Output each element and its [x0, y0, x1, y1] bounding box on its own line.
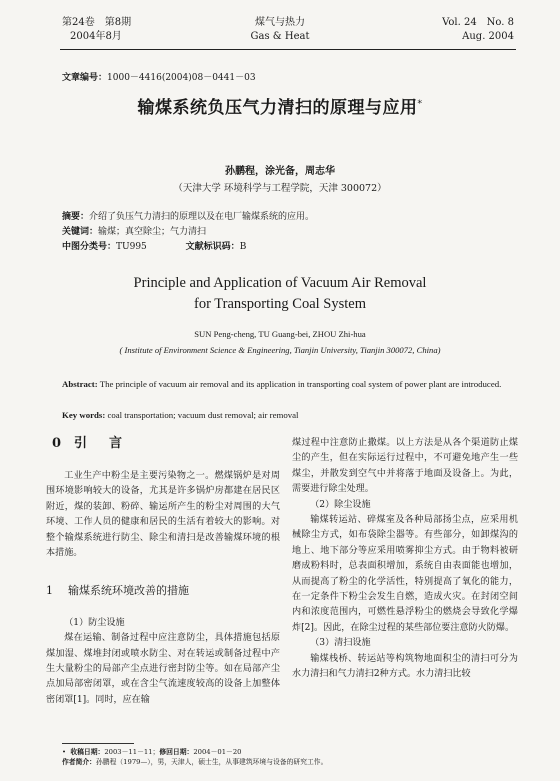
footnote-bio — [62, 758, 327, 767]
subsection-2-paragraph: 输煤转运站、碎煤室及各种局部扬尘点，应采用机械除尘方式，如布袋除尘器等。有些部分，如卸煤沟的地上、地下部分等应采用喷雾抑尘方式。由于物料被研磨成粉料时，总表面积增加，系统自由表面能也增加，从而提高了粉尘的化学活性，特别提高了氧化的能力，在一定条件下粉尘会发生自燃，造成火灾。在封闭空间内和浓度范围内，可燃性悬浮粉尘的燃烧会导致化学爆炸[2]。因此，在除尘过程的某些部位要注意防火防爆。 — [292, 515, 518, 633]
authors-en: SUN Peng-cheng, TU Guang-bei, ZHOU Zhi-hua — [194, 329, 366, 339]
subsection-1-heading: （1）防尘设施 — [64, 617, 125, 628]
keywords-en — [62, 410, 508, 420]
footnote-dates — [62, 748, 242, 757]
header-divider — [60, 49, 516, 50]
keywords-cn-text: 输煤；真空除尘；气力清扫 — [98, 227, 207, 237]
subsection-3-paragraph: 输煤栈桥、转运站等构筑物地面积尘的清扫可分为水力清扫和气力清扫2种方式。水力清扫比较 — [292, 653, 518, 680]
subsection-1-paragraph-cont: 煤过程中注意防止撒煤。以上方法是从各个渠道防止煤尘的产生，但在实际运行过程中，不可避免地产生一些煤尘，并散发到空气中并将落于地面及设备上。为此，需要进行除尘处理。 — [292, 438, 518, 495]
journal-name-en: Gas & Heat — [250, 31, 310, 42]
date-en: Aug. 2004 — [462, 31, 514, 42]
footnote-bullet-icon: • — [62, 748, 71, 756]
abstract-cn-label: 摘要： — [62, 212, 90, 222]
abstract-cn-text: 介绍了负压气力清扫的原理以及在电厂输煤系统的应用。 — [89, 212, 315, 222]
volume-en: Vol. 24 No. 8 — [442, 17, 514, 28]
date-cn: 2004年8月 — [70, 31, 122, 42]
title-cn — [0, 93, 560, 118]
intro-paragraph: 工业生产中粉尘是主要污染物之一。燃煤锅炉是对周围环境影响较大的设备，尤其是许多锅炉房都建在居民区附近，煤的装卸、粉碎、输运所产生的粉尘对周围的大气环境、工作人员的健康和居民的生活有着较大的影响。对整个输煤系统进行防尘、除尘和清扫是改善输煤环境的根本措施。 — [46, 471, 280, 559]
subsection-2-heading: （2）除尘设施 — [310, 499, 371, 510]
section-0-heading — [52, 436, 280, 452]
affiliation-en: ( Institute of Environment Science & Engineering, Tianjin University, Tianjin 300072, China) — [119, 345, 441, 355]
body-column-left — [46, 436, 280, 708]
abstract-en — [62, 378, 508, 391]
doc-code-value: B — [239, 242, 247, 252]
article-number-value: 1000－4416(2004)08－0441－03 — [107, 73, 256, 83]
bio-label: 作者简介： — [62, 758, 96, 766]
section-1-title: 输煤系统环境改善的措施 — [68, 584, 189, 598]
authors-cn: 孙鹏程，涂光备，周志华 — [225, 166, 335, 177]
section-1-heading — [46, 583, 280, 598]
section-1-number: 1 — [46, 584, 53, 598]
received-date: 2003－11－11； — [104, 748, 160, 756]
title-cn-text: 输煤系统负压气力清扫的原理与应用 — [137, 98, 418, 118]
bio-text: 孙鹏程（1979—），男，天津人，硕士生，从事建筑环境与设备的研究工作。 — [95, 758, 328, 766]
title-footnote-mark: * — [417, 99, 423, 110]
volume-cn: 第24卷 第8期 — [62, 17, 132, 28]
article-number — [62, 70, 256, 83]
subsection-1-paragraph: 煤在运输、制备过程中应注意防尘，具体措施包括原煤加湿、煤堆封闭或喷水防尘、对在转运或制备过程中产生大量粉尘的局部产尘点进行密封防尘等。如在局部产尘点加局部密闭罩，或在含尘气流速度较高的设备上加整体密闭罩[1]。同时，应在输 — [46, 633, 280, 705]
abstract-en-text: The principle of vacuum air removal and its application in transporting coal system of power plant are introduced. — [99, 379, 502, 389]
revised-label: 修回日期： — [159, 748, 194, 756]
keywords-en-text: coal transportation; vacuum dust removal; air removal — [107, 410, 299, 420]
section-0-title: 引言 — [74, 436, 145, 451]
abstract-en-label: Abstract: — [62, 379, 98, 389]
title-en-line1: Principle and Application of Vacuum Air Removal — [133, 275, 427, 291]
received-label: 收稿日期： — [70, 748, 105, 756]
footnote-divider — [62, 743, 134, 744]
article-number-label: 文章编号： — [62, 73, 108, 83]
subsection-3-heading: （3）清扫设施 — [310, 638, 371, 649]
title-en-line2: for Transporting Coal System — [194, 296, 366, 312]
keywords-cn — [62, 226, 206, 238]
affiliation-cn: （天津大学 环境科学与工程学院，天津 300072） — [173, 183, 387, 194]
clc-label: 中图分类号： — [62, 242, 117, 252]
header-right — [442, 16, 514, 44]
doc-code-label: 文献标识码： — [185, 242, 240, 252]
abstract-cn — [62, 211, 314, 223]
title-en — [0, 273, 560, 315]
classification — [62, 241, 246, 253]
keywords-en-label: Key words: — [62, 410, 106, 420]
journal-name-cn: 煤气与热力 — [255, 17, 305, 28]
keywords-cn-label: 关键词： — [62, 227, 99, 237]
section-0-number: 0 — [52, 436, 62, 451]
clc-value: TU995 — [116, 242, 147, 252]
revised-date: 2004－01－20 — [193, 748, 242, 756]
body-column-right — [292, 436, 518, 683]
